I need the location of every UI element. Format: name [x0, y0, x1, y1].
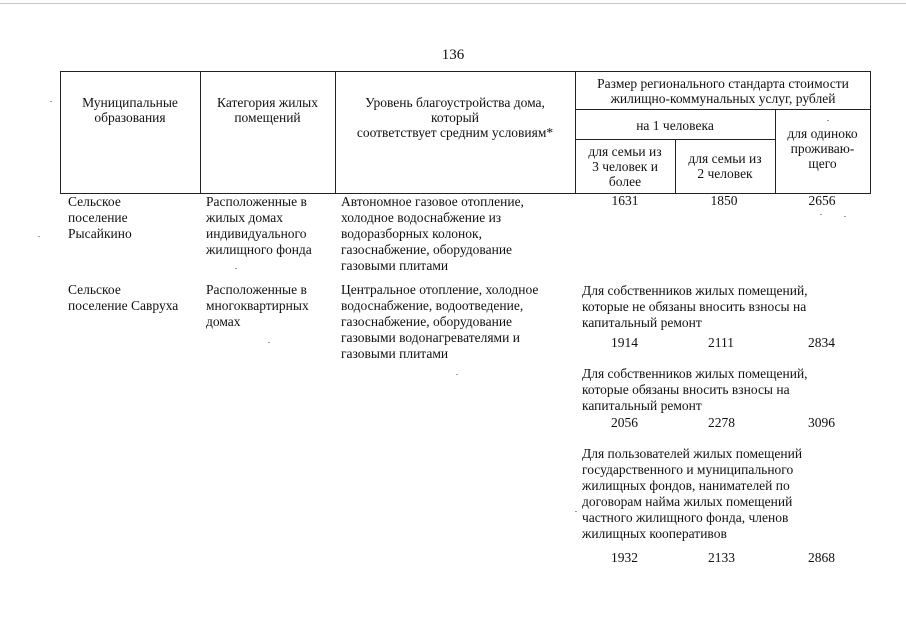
header-single: для одиноко проживаю- щего — [787, 126, 858, 171]
group1-values: 1914 2111 2834 — [611, 335, 835, 350]
header-amenity: Уровень благоустройства дома, который соответствует средним условиям* — [356, 95, 554, 140]
group1-caption: Для собственников жилых помещений, которые не обязаны вносить взносы на капитальный ремонт — [582, 283, 808, 330]
scan-top-edge — [0, 3, 906, 4]
header-family-2: для семьи из 2 человек — [688, 151, 762, 181]
row1-value-family3: 1631 — [611, 193, 639, 208]
row1-municipality: Сельское поселение Рысайкино — [68, 194, 132, 241]
header-per-person: на 1 человека — [636, 118, 714, 133]
row1-category: Расположенные в жилых домах индивидуального жилищного фонда — [206, 194, 312, 257]
row1-value-family2: 1850 — [710, 193, 738, 208]
row1-value-single: 2656 — [808, 193, 836, 208]
row2-amenity: Центральное отопление, холодное водоснабжение, водоотведение, газоснабжение, оборудование газовыми водонагревателями и газовыми плитами — [341, 282, 539, 361]
header-standard: Размер регионального стандарта стоимости жилищно-коммунальных услуг, рублей — [597, 76, 849, 106]
row2-category: Расположенные в многоквартирных домах — [206, 282, 309, 329]
header-municipality: Муниципальные образования — [82, 95, 178, 125]
header-category: Категория жилых помещений — [217, 95, 318, 125]
group2-caption: Для собственников жилых помещений, которые обязаны вносить взносы на капитальный ремонт — [582, 366, 808, 413]
group2-values: 2056 2278 3096 — [611, 415, 835, 430]
page-number: 136 — [441, 47, 465, 63]
row1-amenity: Автономное газовое отопление, холодное водоснабжение из водоразборных колонок, газоснабжение, оборудование газовыми плитами — [341, 194, 524, 273]
group3-caption: Для пользователей жилых помещений государственного и муниципального жилищных фондов, нанимателей по договорам найма жилых помещений частного жилищного фонда, членов жилищных кооперативов — [582, 446, 803, 541]
row2-municipality: Сельское поселение Савруха — [68, 282, 179, 313]
header-family-3: для семьи из 3 человек и более — [588, 144, 662, 189]
group3-values: 1932 2133 2868 — [611, 550, 835, 565]
